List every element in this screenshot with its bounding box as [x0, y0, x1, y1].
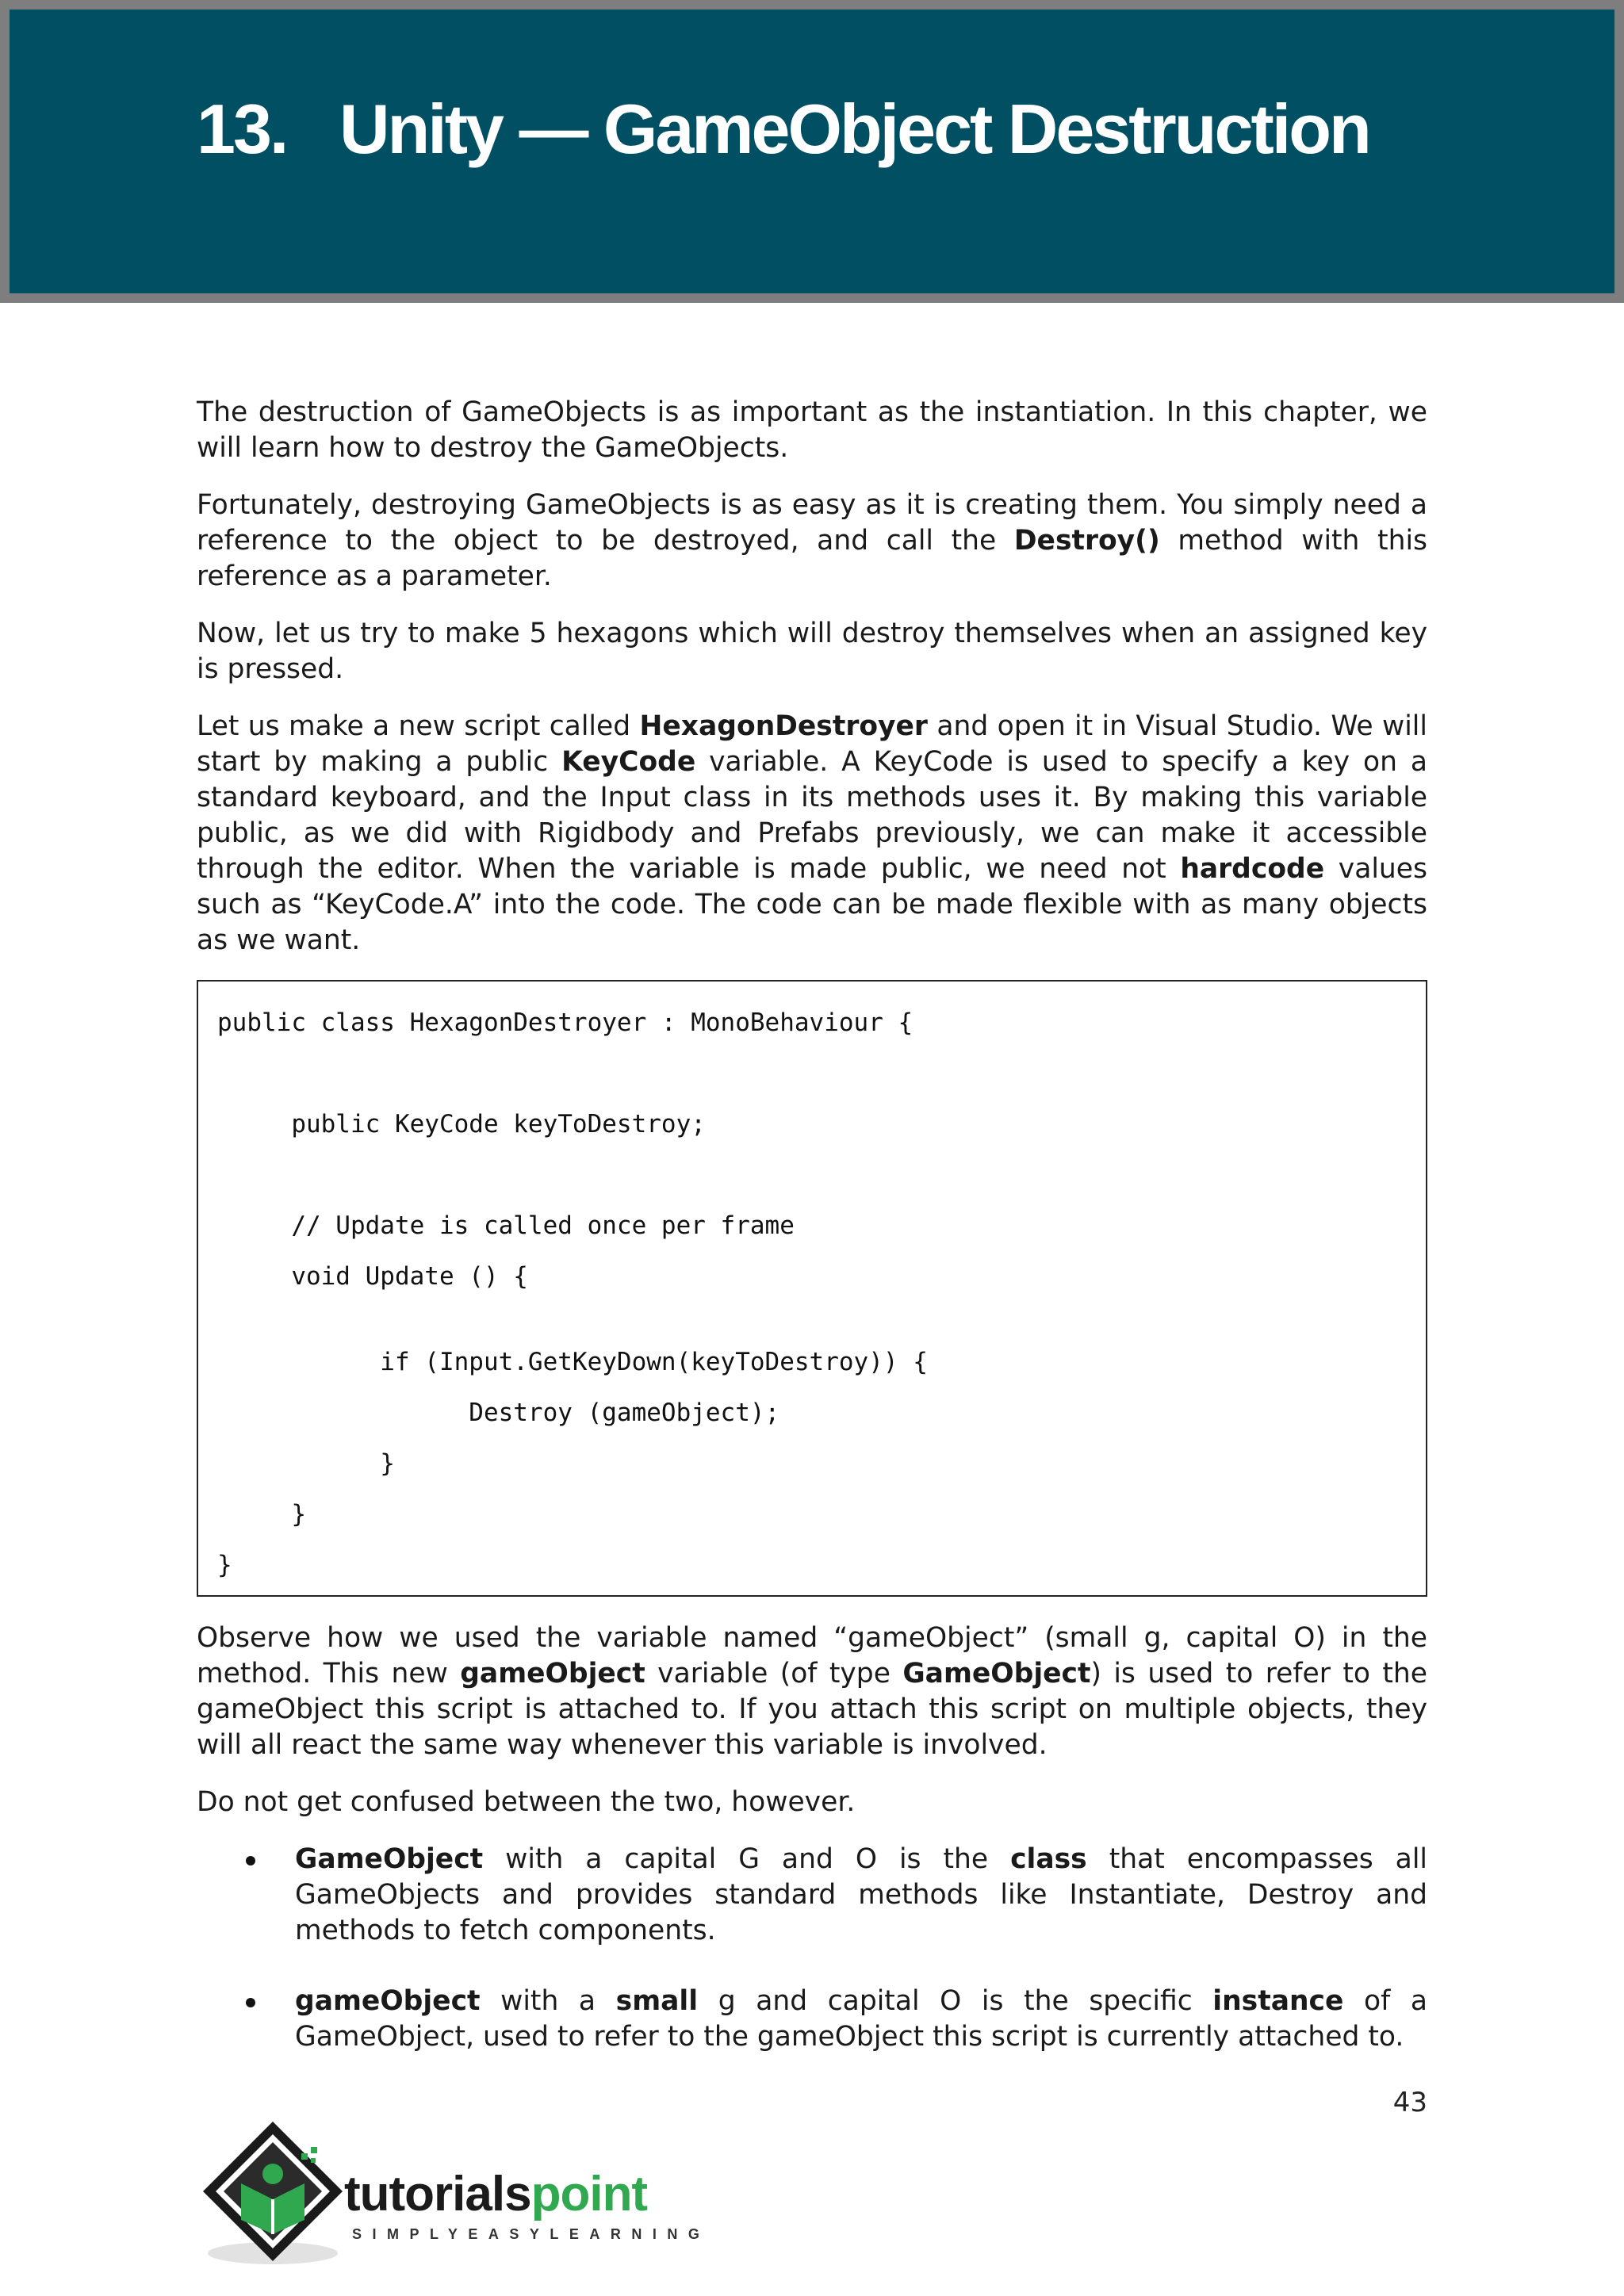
list-item — [197, 1984, 1427, 2055]
bold-hardcode: hardcode — [1180, 853, 1325, 885]
text-span: values such as “KeyCode.A” into the code. The code can be made flexible with as many objects as we want. — [197, 853, 1427, 956]
code-line: } — [217, 1449, 395, 1478]
chapter-number: 13. — [197, 90, 287, 168]
text-span: with a capital G and O is the — [483, 1843, 1011, 1875]
bold-keycode: KeyCode — [561, 746, 696, 778]
bold-hexagondestroyer: HexagonDestroyer — [639, 710, 928, 742]
code-line: if (Input.GetKeyDown(keyToDestroy)) { — [217, 1348, 928, 1376]
chapter-header-band — [0, 0, 1624, 303]
code-line: public class HexagonDestroyer : MonoBehaviour { — [217, 1008, 914, 1037]
logo-text-tutorials: tutorials — [344, 2167, 531, 2221]
bold-text: gameObject — [295, 1985, 481, 2017]
code-line: } — [217, 1551, 232, 1579]
list-item-text — [295, 1984, 1427, 2055]
bold-text: class — [1010, 1843, 1087, 1875]
bold-gameobject-lower: gameObject — [460, 1658, 645, 1689]
text-span: and open it in Visual Studio. We will start by making a public — [197, 710, 1427, 778]
code-block — [197, 980, 1427, 1597]
list-item — [197, 1842, 1427, 1949]
list-item-text — [295, 1842, 1427, 1949]
logo-text-point: point — [530, 2167, 648, 2221]
text-span: that encompasses all GameObjects and provides standard methods like Instantiate, Destroy and methods to fetch components. — [295, 1843, 1427, 1946]
bullet-list — [197, 1842, 1427, 2055]
page-content — [197, 395, 1427, 2090]
text-span: of a GameObject, used to refer to the gameObject this script is currently attached to. — [295, 1985, 1427, 2053]
text-span: variable. A KeyCode is used to specify a key on a standard keyboard, and the Input class in its methods uses it. By making this variable public, as we did with Rigidbody and Prefabs previously, we can make it accessible through the editor. When the variable is made public, we need not — [197, 746, 1427, 885]
page-number: 43 — [1392, 2087, 1427, 2118]
bullet-icon — [246, 1998, 255, 2007]
code-line — [217, 1150, 1407, 1200]
code-line — [217, 1302, 1407, 1337]
code-line — [217, 1048, 1407, 1099]
text-span: variable (of type — [645, 1658, 903, 1689]
text-span: method with this reference as a parameter. — [197, 525, 1428, 592]
text-span: ) is used to refer to the gameObject this script is attached to. If you attach this script on multiple objects, they will all react the same way whenever this variable is involved. — [197, 1658, 1428, 1761]
text-span: g and capital O is the specific — [698, 1985, 1213, 2017]
logo-tagline: SIMPLYEASYLEARNING — [352, 2226, 710, 2242]
bold-text: GameObject — [295, 1843, 484, 1875]
destroy-method-paragraph — [197, 488, 1427, 595]
bold-text: small — [615, 1985, 699, 2017]
text-span: Let us make a new script called — [197, 710, 640, 742]
text-span: with a — [480, 1985, 616, 2017]
bold-gameobject-type: GameObject — [902, 1658, 1091, 1689]
confusion-paragraph: Do not get confused between the two, however. — [197, 1786, 856, 1818]
bold-destroy: Destroy() — [1013, 525, 1160, 557]
tutorialspoint-logo — [193, 2117, 710, 2272]
code-line: public KeyCode keyToDestroy; — [217, 1110, 706, 1138]
code-line: Destroy (gameObject); — [217, 1399, 780, 1427]
gameobject-variable-paragraph — [197, 1621, 1427, 1763]
chapter-title-text: Unity — GameObject Destruction — [339, 90, 1369, 168]
text-span: Fortunately, destroying GameObjects is as easy as it is creating them. You simply need a reference to the object to be destroyed, and call the — [197, 489, 1427, 557]
bold-text: instance — [1212, 1985, 1344, 2017]
logo-wordmark — [344, 2166, 647, 2222]
bullet-icon — [246, 1856, 255, 1866]
chapter-title — [197, 89, 1369, 170]
text-span: Observe how we used the variable named “gameObject” (small g, capital O) in the method. This new — [197, 1622, 1427, 1689]
hexagon-paragraph: Now, let us try to make 5 hexagons which will destroy themselves when an assigned key is pressed. — [197, 618, 1427, 685]
code-line: } — [217, 1500, 306, 1529]
script-paragraph — [197, 709, 1427, 959]
code-line: // Update is called once per frame — [217, 1211, 795, 1240]
intro-paragraph: The destruction of GameObjects is as important as the instantiation. In this chapter, we will learn how to destroy the GameObjects. — [197, 396, 1427, 464]
logo-diamond-icon — [193, 2117, 352, 2272]
code-line: void Update () { — [217, 1262, 528, 1291]
